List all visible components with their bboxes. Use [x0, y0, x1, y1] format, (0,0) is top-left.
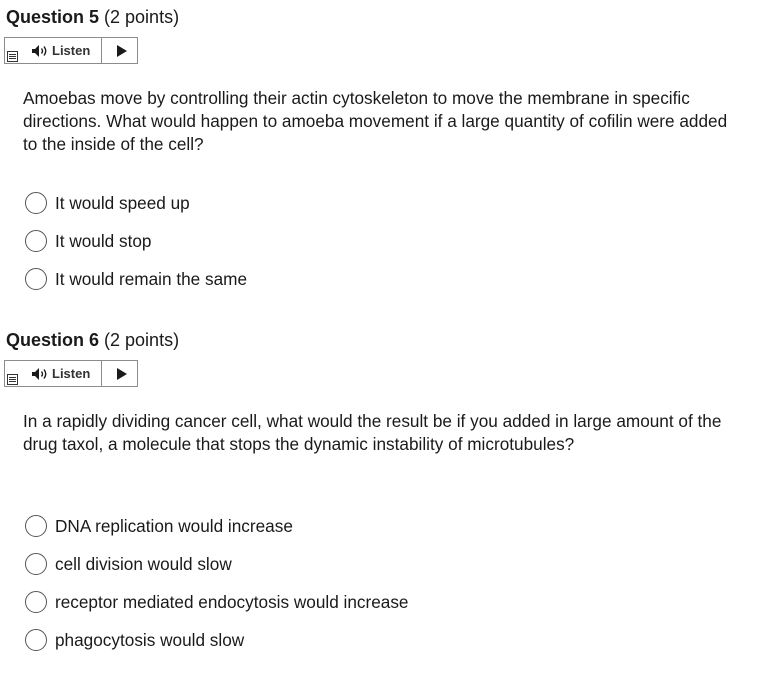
option-label: It would stop — [55, 230, 152, 251]
question-title: Question 6 — [6, 330, 100, 350]
radio-button[interactable] — [25, 230, 47, 252]
answer-option[interactable] — [25, 229, 152, 253]
play-icon — [117, 368, 127, 380]
menu-icon[interactable] — [7, 374, 18, 385]
radio-button[interactable] — [25, 629, 47, 651]
radio-button[interactable] — [25, 192, 47, 214]
listen-button[interactable] — [5, 38, 102, 63]
option-label: phagocytosis would slow — [55, 629, 245, 650]
radio-button[interactable] — [25, 591, 47, 613]
option-label: It would remain the same — [55, 268, 248, 289]
answer-option[interactable] — [25, 590, 409, 614]
option-label: DNA replication would increase — [55, 515, 293, 536]
listen-label: Listen — [52, 366, 91, 381]
speaker-icon — [31, 367, 49, 381]
listen-toolbar — [4, 360, 138, 387]
listen-toolbar — [4, 37, 138, 64]
question-header — [6, 329, 179, 351]
play-button[interactable] — [102, 38, 137, 63]
answer-option[interactable] — [25, 552, 232, 576]
speaker-icon — [31, 44, 49, 58]
option-label: It would speed up — [55, 192, 190, 213]
question-points: (2 points) — [104, 7, 180, 27]
answer-option[interactable] — [25, 514, 293, 538]
menu-icon[interactable] — [7, 51, 18, 62]
play-button[interactable] — [102, 361, 137, 386]
option-label: receptor mediated endocytosis would increase — [55, 591, 409, 612]
question-text: In a rapidly dividing cancer cell, what would the result be if you added in large amount of the drug taxol, a molecule that stops the dynamic instability of microtubules? — [23, 411, 722, 454]
radio-button[interactable] — [25, 515, 47, 537]
question-points: (2 points) — [104, 330, 180, 350]
option-label: cell division would slow — [55, 553, 232, 574]
answer-option[interactable] — [25, 267, 247, 291]
question-title: Question 5 — [6, 7, 100, 27]
listen-button[interactable] — [5, 361, 102, 386]
question-header — [6, 6, 179, 28]
play-icon — [117, 45, 127, 57]
answer-option[interactable] — [25, 628, 244, 652]
listen-label: Listen — [52, 43, 91, 58]
radio-button[interactable] — [25, 553, 47, 575]
radio-button[interactable] — [25, 268, 47, 290]
answer-option[interactable] — [25, 191, 190, 215]
question-text: Amoebas move by controlling their actin cytoskeleton to move the membrane in specific directions. What would happen to amoeba movement if a large quantity of cofilin were added to the inside of the cell? — [23, 88, 728, 154]
